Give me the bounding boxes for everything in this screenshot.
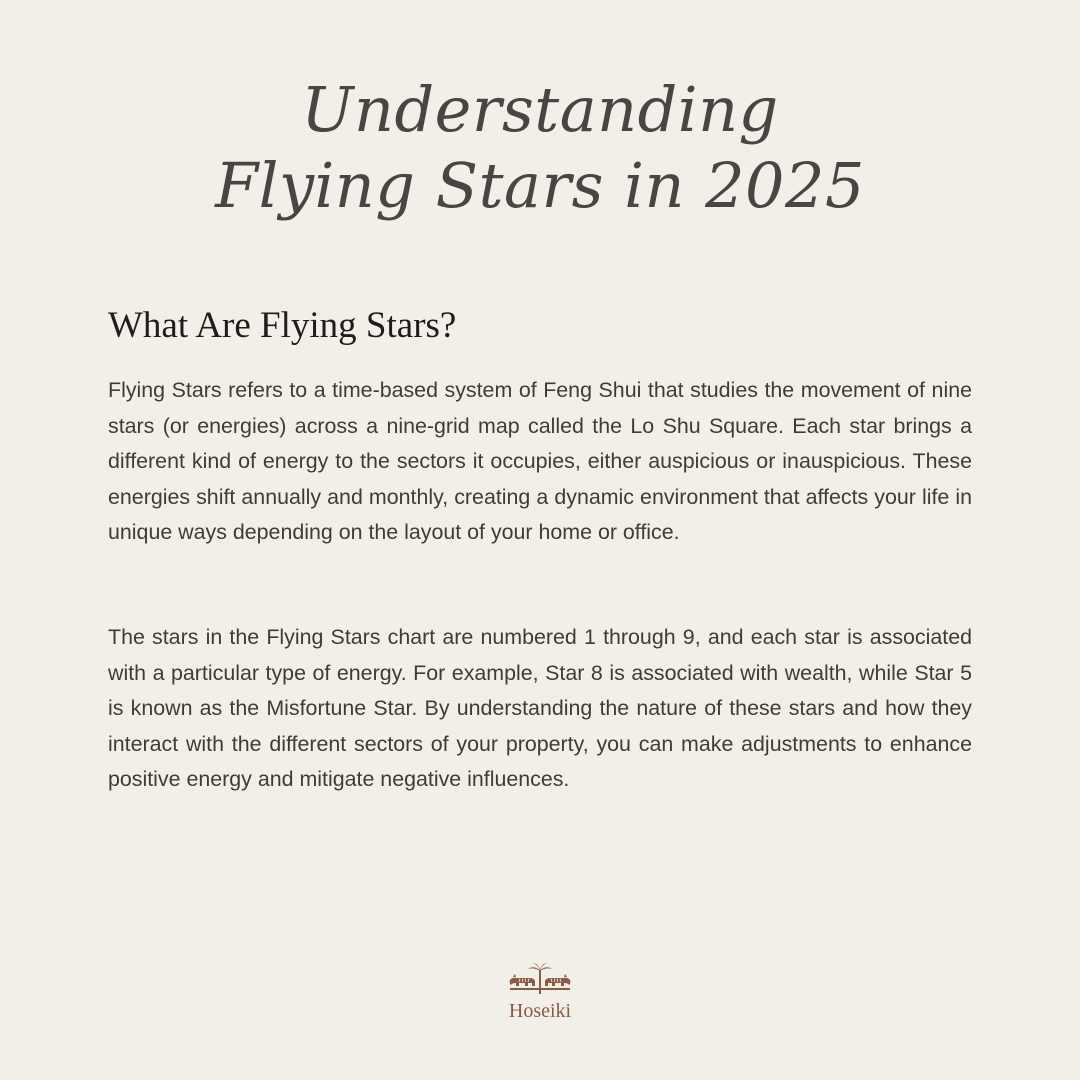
- body-paragraph-1: Flying Stars refers to a time-based system of Feng Shui that studies the movement of nine stars (or energies) across a nine-grid map called the Lo Shu Square. Each star brings a different kind of energy to the sectors it occupies, either auspicious or inauspicious. These energies shift annually and monthly, creating a dynamic environment that affects your life in unique ways depending on the layout of your home or office.: [108, 378, 972, 544]
- brand-name: Hoseiki: [508, 1000, 572, 1022]
- title-line-1: Understanding: [301, 73, 779, 146]
- brand-logo: [490, 962, 590, 1024]
- title-line-2: Flying Stars in 2025: [215, 149, 865, 222]
- section-heading: What Are Flying Stars?: [108, 305, 457, 346]
- tigers-palm-emblem-icon: [490, 962, 590, 998]
- body-paragraph-2: The stars in the Flying Stars chart are numbered 1 through 9, and each star is associated with a particular type of energy. For example, Star 8 is associated with wealth, while Star 5 is known as the Misfortune Star. By understanding the nature of these stars and how they interact with the different sectors of your property, you can make adjustments to enhance positive energy and mitigate negative influences.: [108, 625, 972, 791]
- page-title: [0, 72, 1080, 224]
